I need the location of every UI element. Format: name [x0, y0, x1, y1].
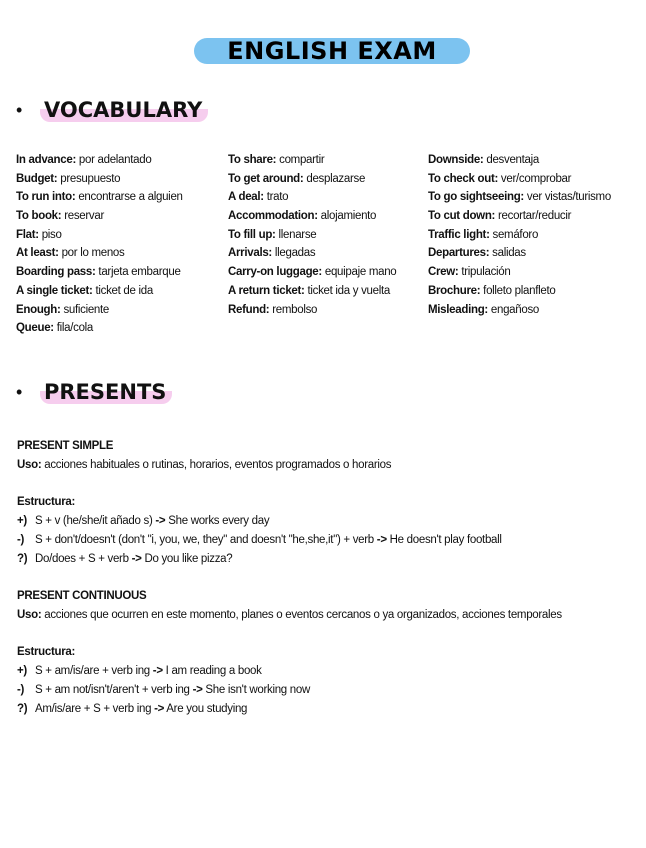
rule-formula: S + am/is/are + verb ing: [35, 665, 150, 677]
structure-rule: [17, 553, 232, 565]
rule-arrow: ->: [152, 665, 163, 677]
vocab-definition: tripulación: [461, 266, 511, 279]
vocab-column-3: [428, 151, 611, 319]
vocab-term: Carry-on luggage:: [228, 266, 322, 279]
vocab-entry: [428, 263, 611, 282]
vocab-term: Misleading:: [428, 303, 488, 316]
vocab-definition: ver/comprobar: [500, 172, 572, 185]
rule-arrow: ->: [376, 534, 387, 546]
vocab-entry: [16, 170, 183, 189]
vocab-definition: por lo menos: [61, 247, 125, 260]
vocab-definition: trato: [266, 191, 289, 204]
vocab-term: Boarding pass:: [16, 266, 96, 279]
rule-example: I am reading a book: [165, 665, 262, 677]
vocab-term: To cut down:: [428, 210, 496, 223]
vocab-entry: [228, 207, 396, 226]
vocab-column-1: [16, 151, 183, 338]
vocab-term: Departures:: [428, 247, 490, 260]
vocab-definition: compartir: [279, 154, 325, 166]
vocab-definition: fila/cola: [56, 322, 94, 335]
vocab-definition: tarjeta embarque: [98, 266, 181, 279]
vocab-entry: [428, 244, 611, 263]
rule-sign: ?): [17, 703, 28, 715]
vocab-definition: engañoso: [490, 303, 539, 316]
vocab-term: Downside:: [428, 154, 484, 166]
vocab-entry: [428, 301, 611, 320]
vocab-term: Arrivals:: [228, 247, 272, 260]
structure-rule: [17, 534, 502, 546]
vocab-definition: encontrarse a alguien: [78, 191, 183, 204]
uso-text: acciones que ocurren en este momento, planes o eventos cercanos o ya organizados, acciones temporales: [44, 609, 562, 621]
vocab-entry: [228, 188, 396, 207]
vocab-definition: por adelantado: [78, 154, 152, 166]
rule-arrow: ->: [154, 703, 165, 715]
vocab-definition: ticket de ida: [95, 284, 153, 297]
vocab-definition: recortar/reducir: [498, 210, 572, 223]
vocab-entry: [16, 244, 183, 263]
vocabulary-title: VOCABULARY: [40, 98, 208, 122]
rule-sign: -): [17, 684, 25, 696]
present-continuous-estructura-label: Estructura:: [17, 646, 76, 658]
vocab-entry: [16, 151, 183, 170]
vocab-term: To check out:: [428, 172, 499, 185]
vocab-term: Brochure:: [428, 284, 481, 297]
rule-formula: S + am not/isn't/aren't + verb ing: [35, 684, 190, 696]
vocab-definition: desplazarse: [306, 172, 366, 185]
present-simple-estructura-label: Estructura:: [17, 496, 76, 508]
vocab-entry: [428, 282, 611, 301]
rule-sign: +): [17, 665, 27, 677]
vocabulary-section-heading: [16, 98, 208, 122]
vocab-term: Flat:: [16, 228, 39, 241]
vocab-entry: [228, 170, 396, 189]
vocab-term: A single ticket:: [16, 284, 93, 297]
vocab-entry: [428, 207, 611, 226]
vocab-term: Enough:: [16, 303, 61, 316]
bullet-icon: •: [16, 381, 23, 402]
uso-label: Uso:: [17, 609, 42, 621]
vocab-term: To fill up:: [228, 228, 276, 241]
uso-text: acciones habituales o rutinas, horarios, eventos programados o horarios: [44, 459, 392, 471]
vocab-definition: desventaja: [486, 154, 539, 166]
vocab-entry: [428, 151, 611, 170]
rule-formula: S + don't/doesn't (don't "i, you, we, they" and doesn't "he,she,it") + verb: [35, 534, 374, 546]
vocab-definition: salidas: [492, 247, 526, 260]
presents-section-heading: [16, 380, 172, 404]
rule-sign: -): [17, 534, 25, 546]
presents-title: PRESENTS: [40, 380, 172, 404]
structure-rule: [17, 684, 310, 696]
vocab-entry: [428, 188, 611, 207]
rule-example: She works every day: [168, 515, 270, 527]
vocab-definition: llenarse: [278, 228, 317, 241]
vocab-definition: alojamiento: [320, 210, 377, 223]
vocab-entry: [16, 282, 183, 301]
rule-formula: S + v (he/she/it añado s): [35, 515, 153, 527]
vocab-definition: piso: [41, 228, 62, 241]
rule-example: Do you like pizza?: [144, 553, 233, 565]
rule-example: She isn't working now: [205, 684, 310, 696]
vocab-entry: [228, 244, 396, 263]
rule-example: He doesn't play football: [389, 534, 502, 546]
vocab-term: Refund:: [228, 303, 270, 316]
vocab-column-2: [228, 151, 396, 319]
structure-rule: [17, 665, 262, 677]
vocab-term: A return ticket:: [228, 284, 305, 297]
vocab-term: To get around:: [228, 172, 304, 185]
vocab-term: In advance:: [16, 154, 76, 166]
rule-example: Are you studying: [166, 703, 248, 715]
vocab-entry: [428, 170, 611, 189]
rule-sign: ?): [17, 553, 28, 565]
rule-sign: +): [17, 515, 27, 527]
vocab-definition: ver vistas/turismo: [526, 191, 611, 204]
rule-arrow: ->: [192, 684, 203, 696]
rule-arrow: ->: [155, 515, 166, 527]
vocab-term: A deal:: [228, 191, 264, 204]
vocab-entry: [228, 226, 396, 245]
vocab-term: At least:: [16, 247, 59, 260]
vocab-entry: [16, 226, 183, 245]
vocab-entry: [16, 301, 183, 320]
vocab-entry: [228, 263, 396, 282]
vocab-entry: [428, 226, 611, 245]
structure-rule: [17, 703, 247, 715]
vocab-entry: [228, 282, 396, 301]
vocab-entry: [16, 207, 183, 226]
vocab-definition: llegadas: [274, 247, 316, 260]
vocab-definition: suficiente: [63, 303, 110, 316]
vocab-term: Budget:: [16, 172, 58, 185]
vocab-term: Crew:: [428, 266, 459, 279]
vocab-term: To book:: [16, 210, 62, 223]
present-continuous-heading: PRESENT CONTINUOUS: [17, 590, 147, 602]
bullet-icon: •: [16, 99, 23, 120]
vocab-entry: [16, 319, 183, 338]
vocab-entry: [16, 188, 183, 207]
vocab-definition: semáforo: [492, 228, 539, 241]
vocab-term: To share:: [228, 154, 277, 166]
vocab-term: To go sightseeing:: [428, 191, 524, 204]
vocab-definition: presupuesto: [60, 172, 121, 185]
structure-rule: [17, 515, 269, 527]
rule-formula: Am/is/are + S + verb ing: [35, 703, 152, 715]
vocab-definition: folleto planfleto: [483, 284, 556, 297]
vocab-term: Queue:: [16, 322, 54, 335]
rule-arrow: ->: [131, 553, 142, 565]
vocab-entry: [16, 263, 183, 282]
page-title: ENGLISH EXAM: [227, 37, 437, 65]
title-banner: [194, 38, 470, 64]
rule-formula: Do/does + S + verb: [35, 553, 129, 565]
vocab-definition: reservar: [64, 210, 104, 223]
vocab-definition: ticket ida y vuelta: [307, 284, 390, 297]
vocab-entry: [228, 301, 396, 320]
present-continuous-uso: [17, 609, 562, 621]
present-simple-uso: [17, 459, 391, 471]
vocab-term: Traffic light:: [428, 228, 490, 241]
present-simple-heading: PRESENT SIMPLE: [17, 440, 114, 452]
vocab-definition: equipaje mano: [324, 266, 397, 279]
vocab-term: To run into:: [16, 191, 76, 204]
vocab-definition: rembolso: [272, 303, 318, 316]
vocab-entry: [228, 151, 396, 170]
vocab-term: Accommodation:: [228, 210, 318, 223]
uso-label: Uso:: [17, 459, 42, 471]
